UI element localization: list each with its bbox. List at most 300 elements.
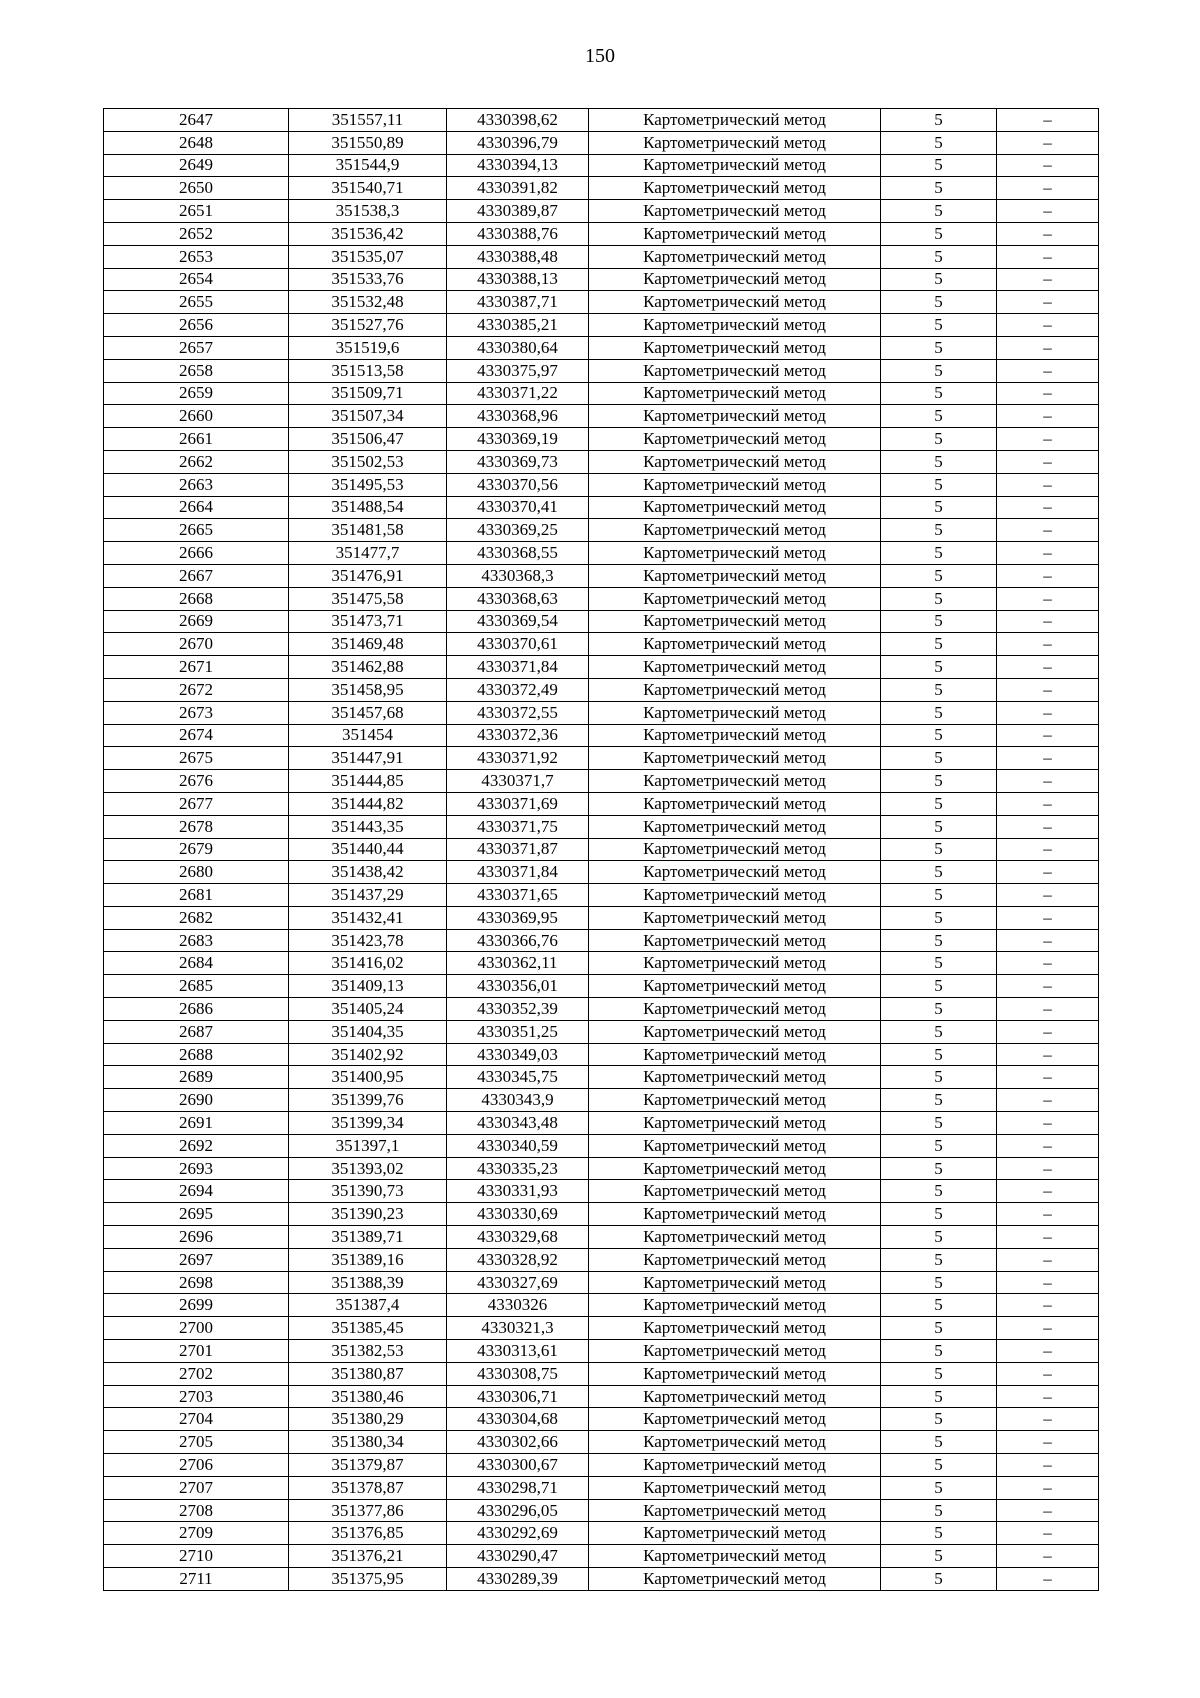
y-coordinate-cell: 4330328,92 [447,1248,589,1271]
accuracy-cell: 5 [881,268,997,291]
y-coordinate-cell: 4330370,56 [447,473,589,496]
point-number-cell: 2683 [104,929,289,952]
x-coordinate-cell: 351544,9 [289,154,447,177]
x-coordinate-cell: 351550,89 [289,131,447,154]
y-coordinate-cell: 4330369,73 [447,450,589,473]
accuracy-cell: 5 [881,405,997,428]
x-coordinate-cell: 351469,48 [289,633,447,656]
y-coordinate-cell: 4330292,69 [447,1522,589,1545]
table-row [104,177,1099,200]
table-row [104,428,1099,451]
point-number-cell: 2682 [104,906,289,929]
description-cell: – [997,1408,1099,1431]
table-row [104,1454,1099,1477]
accuracy-cell: 5 [881,496,997,519]
method-cell: Картометрический метод [589,998,881,1021]
x-coordinate-cell: 351388,39 [289,1271,447,1294]
point-number-cell: 2651 [104,200,289,223]
description-cell: – [997,1545,1099,1568]
x-coordinate-cell: 351376,85 [289,1522,447,1545]
accuracy-cell: 5 [881,610,997,633]
point-number-cell: 2647 [104,109,289,132]
x-coordinate-cell: 351457,68 [289,701,447,724]
y-coordinate-cell: 4330389,87 [447,200,589,223]
x-coordinate-cell: 351432,41 [289,906,447,929]
x-coordinate-cell: 351375,95 [289,1568,447,1591]
coordinates-table-body [104,109,1099,1591]
table-row [104,929,1099,952]
table-row [104,1545,1099,1568]
accuracy-cell: 5 [881,1294,997,1317]
y-coordinate-cell: 4330391,82 [447,177,589,200]
x-coordinate-cell: 351473,71 [289,610,447,633]
x-coordinate-cell: 351397,1 [289,1134,447,1157]
accuracy-cell: 5 [881,701,997,724]
method-cell: Картометрический метод [589,701,881,724]
y-coordinate-cell: 4330327,69 [447,1271,589,1294]
x-coordinate-cell: 351404,35 [289,1020,447,1043]
method-cell: Картометрический метод [589,1431,881,1454]
accuracy-cell: 5 [881,1317,997,1340]
description-cell: – [997,564,1099,587]
point-number-cell: 2693 [104,1157,289,1180]
y-coordinate-cell: 4330343,9 [447,1089,589,1112]
description-cell: – [997,952,1099,975]
point-number-cell: 2666 [104,542,289,565]
description-cell: – [997,861,1099,884]
accuracy-cell: 5 [881,1499,997,1522]
accuracy-cell: 5 [881,587,997,610]
description-cell: – [997,815,1099,838]
accuracy-cell: 5 [881,952,997,975]
accuracy-cell: 5 [881,291,997,314]
method-cell: Картометрический метод [589,975,881,998]
y-coordinate-cell: 4330304,68 [447,1408,589,1431]
y-coordinate-cell: 4330326 [447,1294,589,1317]
y-coordinate-cell: 4330290,47 [447,1545,589,1568]
y-coordinate-cell: 4330371,65 [447,884,589,907]
y-coordinate-cell: 4330369,25 [447,519,589,542]
x-coordinate-cell: 351416,02 [289,952,447,975]
point-number-cell: 2673 [104,701,289,724]
x-coordinate-cell: 351532,48 [289,291,447,314]
y-coordinate-cell: 4330371,87 [447,838,589,861]
description-cell: – [997,1431,1099,1454]
table-row [104,1385,1099,1408]
method-cell: Картометрический метод [589,952,881,975]
method-cell: Картометрический метод [589,359,881,382]
description-cell: – [997,314,1099,337]
method-cell: Картометрический метод [589,382,881,405]
table-row [104,268,1099,291]
accuracy-cell: 5 [881,929,997,952]
y-coordinate-cell: 4330330,69 [447,1203,589,1226]
table-row [104,906,1099,929]
x-coordinate-cell: 351481,58 [289,519,447,542]
method-cell: Картометрический метод [589,1476,881,1499]
point-number-cell: 2701 [104,1340,289,1363]
x-coordinate-cell: 351527,76 [289,314,447,337]
method-cell: Картометрический метод [589,268,881,291]
accuracy-cell: 5 [881,336,997,359]
x-coordinate-cell: 351454 [289,724,447,747]
accuracy-cell: 5 [881,1545,997,1568]
accuracy-cell: 5 [881,1522,997,1545]
x-coordinate-cell: 351390,23 [289,1203,447,1226]
table-row [104,405,1099,428]
x-coordinate-cell: 351519,6 [289,336,447,359]
table-row [104,200,1099,223]
accuracy-cell: 5 [881,473,997,496]
method-cell: Картометрический метод [589,428,881,451]
description-cell: – [997,1180,1099,1203]
y-coordinate-cell: 4330371,22 [447,382,589,405]
x-coordinate-cell: 351476,91 [289,564,447,587]
description-cell: – [997,154,1099,177]
accuracy-cell: 5 [881,1226,997,1249]
description-cell: – [997,382,1099,405]
method-cell: Картометрический метод [589,792,881,815]
point-number-cell: 2702 [104,1362,289,1385]
y-coordinate-cell: 4330371,69 [447,792,589,815]
description-cell: – [997,1203,1099,1226]
y-coordinate-cell: 4330371,84 [447,656,589,679]
y-coordinate-cell: 4330394,13 [447,154,589,177]
table-row [104,1431,1099,1454]
point-number-cell: 2696 [104,1226,289,1249]
x-coordinate-cell: 351382,53 [289,1340,447,1363]
method-cell: Картометрический метод [589,1248,881,1271]
method-cell: Картометрический метод [589,291,881,314]
method-cell: Картометрический метод [589,1112,881,1135]
y-coordinate-cell: 4330372,49 [447,678,589,701]
description-cell: – [997,975,1099,998]
point-number-cell: 2677 [104,792,289,815]
table-row [104,884,1099,907]
accuracy-cell: 5 [881,1568,997,1591]
description-cell: – [997,1089,1099,1112]
description-cell: – [997,1020,1099,1043]
accuracy-cell: 5 [881,1385,997,1408]
table-row [104,1340,1099,1363]
y-coordinate-cell: 4330388,48 [447,245,589,268]
point-number-cell: 2687 [104,1020,289,1043]
table-row [104,998,1099,1021]
description-cell: – [997,109,1099,132]
point-number-cell: 2711 [104,1568,289,1591]
y-coordinate-cell: 4330331,93 [447,1180,589,1203]
point-number-cell: 2656 [104,314,289,337]
table-row [104,131,1099,154]
accuracy-cell: 5 [881,1203,997,1226]
accuracy-cell: 5 [881,450,997,473]
y-coordinate-cell: 4330370,61 [447,633,589,656]
x-coordinate-cell: 351380,29 [289,1408,447,1431]
description-cell: – [997,1362,1099,1385]
table-row [104,1226,1099,1249]
accuracy-cell: 5 [881,245,997,268]
table-row [104,1522,1099,1545]
point-number-cell: 2654 [104,268,289,291]
description-cell: – [997,1226,1099,1249]
description-cell: – [997,177,1099,200]
description-cell: – [997,1134,1099,1157]
y-coordinate-cell: 4330388,76 [447,222,589,245]
x-coordinate-cell: 351447,91 [289,747,447,770]
table-row [104,861,1099,884]
x-coordinate-cell: 351387,4 [289,1294,447,1317]
method-cell: Картометрический метод [589,222,881,245]
description-cell: – [997,838,1099,861]
description-cell: – [997,770,1099,793]
y-coordinate-cell: 4330343,48 [447,1112,589,1135]
point-number-cell: 2680 [104,861,289,884]
x-coordinate-cell: 351502,53 [289,450,447,473]
description-cell: – [997,359,1099,382]
table-row [104,1362,1099,1385]
y-coordinate-cell: 4330387,71 [447,291,589,314]
x-coordinate-cell: 351409,13 [289,975,447,998]
x-coordinate-cell: 351440,44 [289,838,447,861]
y-coordinate-cell: 4330300,67 [447,1454,589,1477]
y-coordinate-cell: 4330369,95 [447,906,589,929]
table-row [104,496,1099,519]
table-row [104,542,1099,565]
table-row [104,359,1099,382]
x-coordinate-cell: 351380,87 [289,1362,447,1385]
description-cell: – [997,1522,1099,1545]
table-row [104,610,1099,633]
x-coordinate-cell: 351444,85 [289,770,447,793]
point-number-cell: 2676 [104,770,289,793]
method-cell: Картометрический метод [589,1089,881,1112]
description-cell: – [997,587,1099,610]
accuracy-cell: 5 [881,633,997,656]
point-number-cell: 2703 [104,1385,289,1408]
accuracy-cell: 5 [881,975,997,998]
table-row [104,1317,1099,1340]
x-coordinate-cell: 351495,53 [289,473,447,496]
description-cell: – [997,405,1099,428]
method-cell: Картометрический метод [589,1203,881,1226]
table-row [104,154,1099,177]
y-coordinate-cell: 4330368,96 [447,405,589,428]
x-coordinate-cell: 351399,76 [289,1089,447,1112]
y-coordinate-cell: 4330372,55 [447,701,589,724]
accuracy-cell: 5 [881,1066,997,1089]
method-cell: Картометрический метод [589,450,881,473]
x-coordinate-cell: 351506,47 [289,428,447,451]
point-number-cell: 2659 [104,382,289,405]
method-cell: Картометрический метод [589,838,881,861]
point-number-cell: 2664 [104,496,289,519]
method-cell: Картометрический метод [589,131,881,154]
y-coordinate-cell: 4330370,41 [447,496,589,519]
point-number-cell: 2708 [104,1499,289,1522]
x-coordinate-cell: 351535,07 [289,245,447,268]
description-cell: – [997,1499,1099,1522]
description-cell: – [997,496,1099,519]
point-number-cell: 2681 [104,884,289,907]
x-coordinate-cell: 351393,02 [289,1157,447,1180]
y-coordinate-cell: 4330296,05 [447,1499,589,1522]
description-cell: – [997,450,1099,473]
table-row [104,633,1099,656]
accuracy-cell: 5 [881,747,997,770]
point-number-cell: 2671 [104,656,289,679]
coordinates-table [103,108,1099,1591]
method-cell: Картометрический метод [589,1317,881,1340]
method-cell: Картометрический метод [589,929,881,952]
description-cell: – [997,678,1099,701]
accuracy-cell: 5 [881,1134,997,1157]
x-coordinate-cell: 351400,95 [289,1066,447,1089]
description-cell: – [997,998,1099,1021]
method-cell: Картометрический метод [589,1408,881,1431]
accuracy-cell: 5 [881,1408,997,1431]
accuracy-cell: 5 [881,177,997,200]
method-cell: Картометрический метод [589,815,881,838]
y-coordinate-cell: 4330335,23 [447,1157,589,1180]
x-coordinate-cell: 351513,58 [289,359,447,382]
accuracy-cell: 5 [881,1431,997,1454]
description-cell: – [997,268,1099,291]
table-row [104,291,1099,314]
table-row [104,815,1099,838]
accuracy-cell: 5 [881,109,997,132]
table-row [104,1476,1099,1499]
method-cell: Картометрический метод [589,1385,881,1408]
accuracy-cell: 5 [881,1362,997,1385]
method-cell: Картометрический метод [589,245,881,268]
description-cell: – [997,1454,1099,1477]
method-cell: Картометрический метод [589,1522,881,1545]
table-row [104,1203,1099,1226]
point-number-cell: 2705 [104,1431,289,1454]
point-number-cell: 2685 [104,975,289,998]
accuracy-cell: 5 [881,314,997,337]
point-number-cell: 2704 [104,1408,289,1431]
y-coordinate-cell: 4330313,61 [447,1340,589,1363]
accuracy-cell: 5 [881,861,997,884]
table-row [104,656,1099,679]
y-coordinate-cell: 4330302,66 [447,1431,589,1454]
description-cell: – [997,610,1099,633]
table-row [104,336,1099,359]
accuracy-cell: 5 [881,678,997,701]
method-cell: Картометрический метод [589,109,881,132]
table-row [104,473,1099,496]
table-row [104,678,1099,701]
y-coordinate-cell: 4330362,11 [447,952,589,975]
x-coordinate-cell: 351538,3 [289,200,447,223]
point-number-cell: 2694 [104,1180,289,1203]
point-number-cell: 2689 [104,1066,289,1089]
y-coordinate-cell: 4330369,19 [447,428,589,451]
accuracy-cell: 5 [881,564,997,587]
y-coordinate-cell: 4330345,75 [447,1066,589,1089]
x-coordinate-cell: 351443,35 [289,815,447,838]
point-number-cell: 2684 [104,952,289,975]
description-cell: – [997,336,1099,359]
description-cell: – [997,1066,1099,1089]
method-cell: Картометрический метод [589,496,881,519]
y-coordinate-cell: 4330308,75 [447,1362,589,1385]
point-number-cell: 2653 [104,245,289,268]
y-coordinate-cell: 4330371,7 [447,770,589,793]
table-row [104,792,1099,815]
description-cell: – [997,473,1099,496]
x-coordinate-cell: 351390,73 [289,1180,447,1203]
description-cell: – [997,200,1099,223]
method-cell: Картометрический метод [589,1020,881,1043]
point-number-cell: 2665 [104,519,289,542]
description-cell: – [997,906,1099,929]
accuracy-cell: 5 [881,382,997,405]
method-cell: Картометрический метод [589,1294,881,1317]
y-coordinate-cell: 4330371,75 [447,815,589,838]
accuracy-cell: 5 [881,1020,997,1043]
point-number-cell: 2662 [104,450,289,473]
y-coordinate-cell: 4330388,13 [447,268,589,291]
table-row [104,1248,1099,1271]
x-coordinate-cell: 351377,86 [289,1499,447,1522]
x-coordinate-cell: 351536,42 [289,222,447,245]
point-number-cell: 2658 [104,359,289,382]
description-cell: – [997,222,1099,245]
description-cell: – [997,519,1099,542]
description-cell: – [997,747,1099,770]
x-coordinate-cell: 351385,45 [289,1317,447,1340]
point-number-cell: 2660 [104,405,289,428]
method-cell: Картометрический метод [589,1340,881,1363]
x-coordinate-cell: 351378,87 [289,1476,447,1499]
description-cell: – [997,884,1099,907]
method-cell: Картометрический метод [589,154,881,177]
point-number-cell: 2663 [104,473,289,496]
x-coordinate-cell: 351438,42 [289,861,447,884]
method-cell: Картометрический метод [589,1545,881,1568]
x-coordinate-cell: 351475,58 [289,587,447,610]
y-coordinate-cell: 4330306,71 [447,1385,589,1408]
method-cell: Картометрический метод [589,747,881,770]
point-number-cell: 2669 [104,610,289,633]
description-cell: – [997,245,1099,268]
description-cell: – [997,1157,1099,1180]
x-coordinate-cell: 351533,76 [289,268,447,291]
accuracy-cell: 5 [881,838,997,861]
y-coordinate-cell: 4330368,3 [447,564,589,587]
page-number: 150 [585,45,615,67]
description-cell: – [997,656,1099,679]
table-row [104,1157,1099,1180]
accuracy-cell: 5 [881,131,997,154]
accuracy-cell: 5 [881,1271,997,1294]
x-coordinate-cell: 351477,7 [289,542,447,565]
accuracy-cell: 5 [881,998,997,1021]
y-coordinate-cell: 4330372,36 [447,724,589,747]
method-cell: Картометрический метод [589,473,881,496]
method-cell: Картометрический метод [589,200,881,223]
point-number-cell: 2709 [104,1522,289,1545]
table-row [104,450,1099,473]
method-cell: Картометрический метод [589,564,881,587]
table-row [104,222,1099,245]
description-cell: – [997,428,1099,451]
method-cell: Картометрический метод [589,405,881,428]
point-number-cell: 2690 [104,1089,289,1112]
table-row [104,1112,1099,1135]
